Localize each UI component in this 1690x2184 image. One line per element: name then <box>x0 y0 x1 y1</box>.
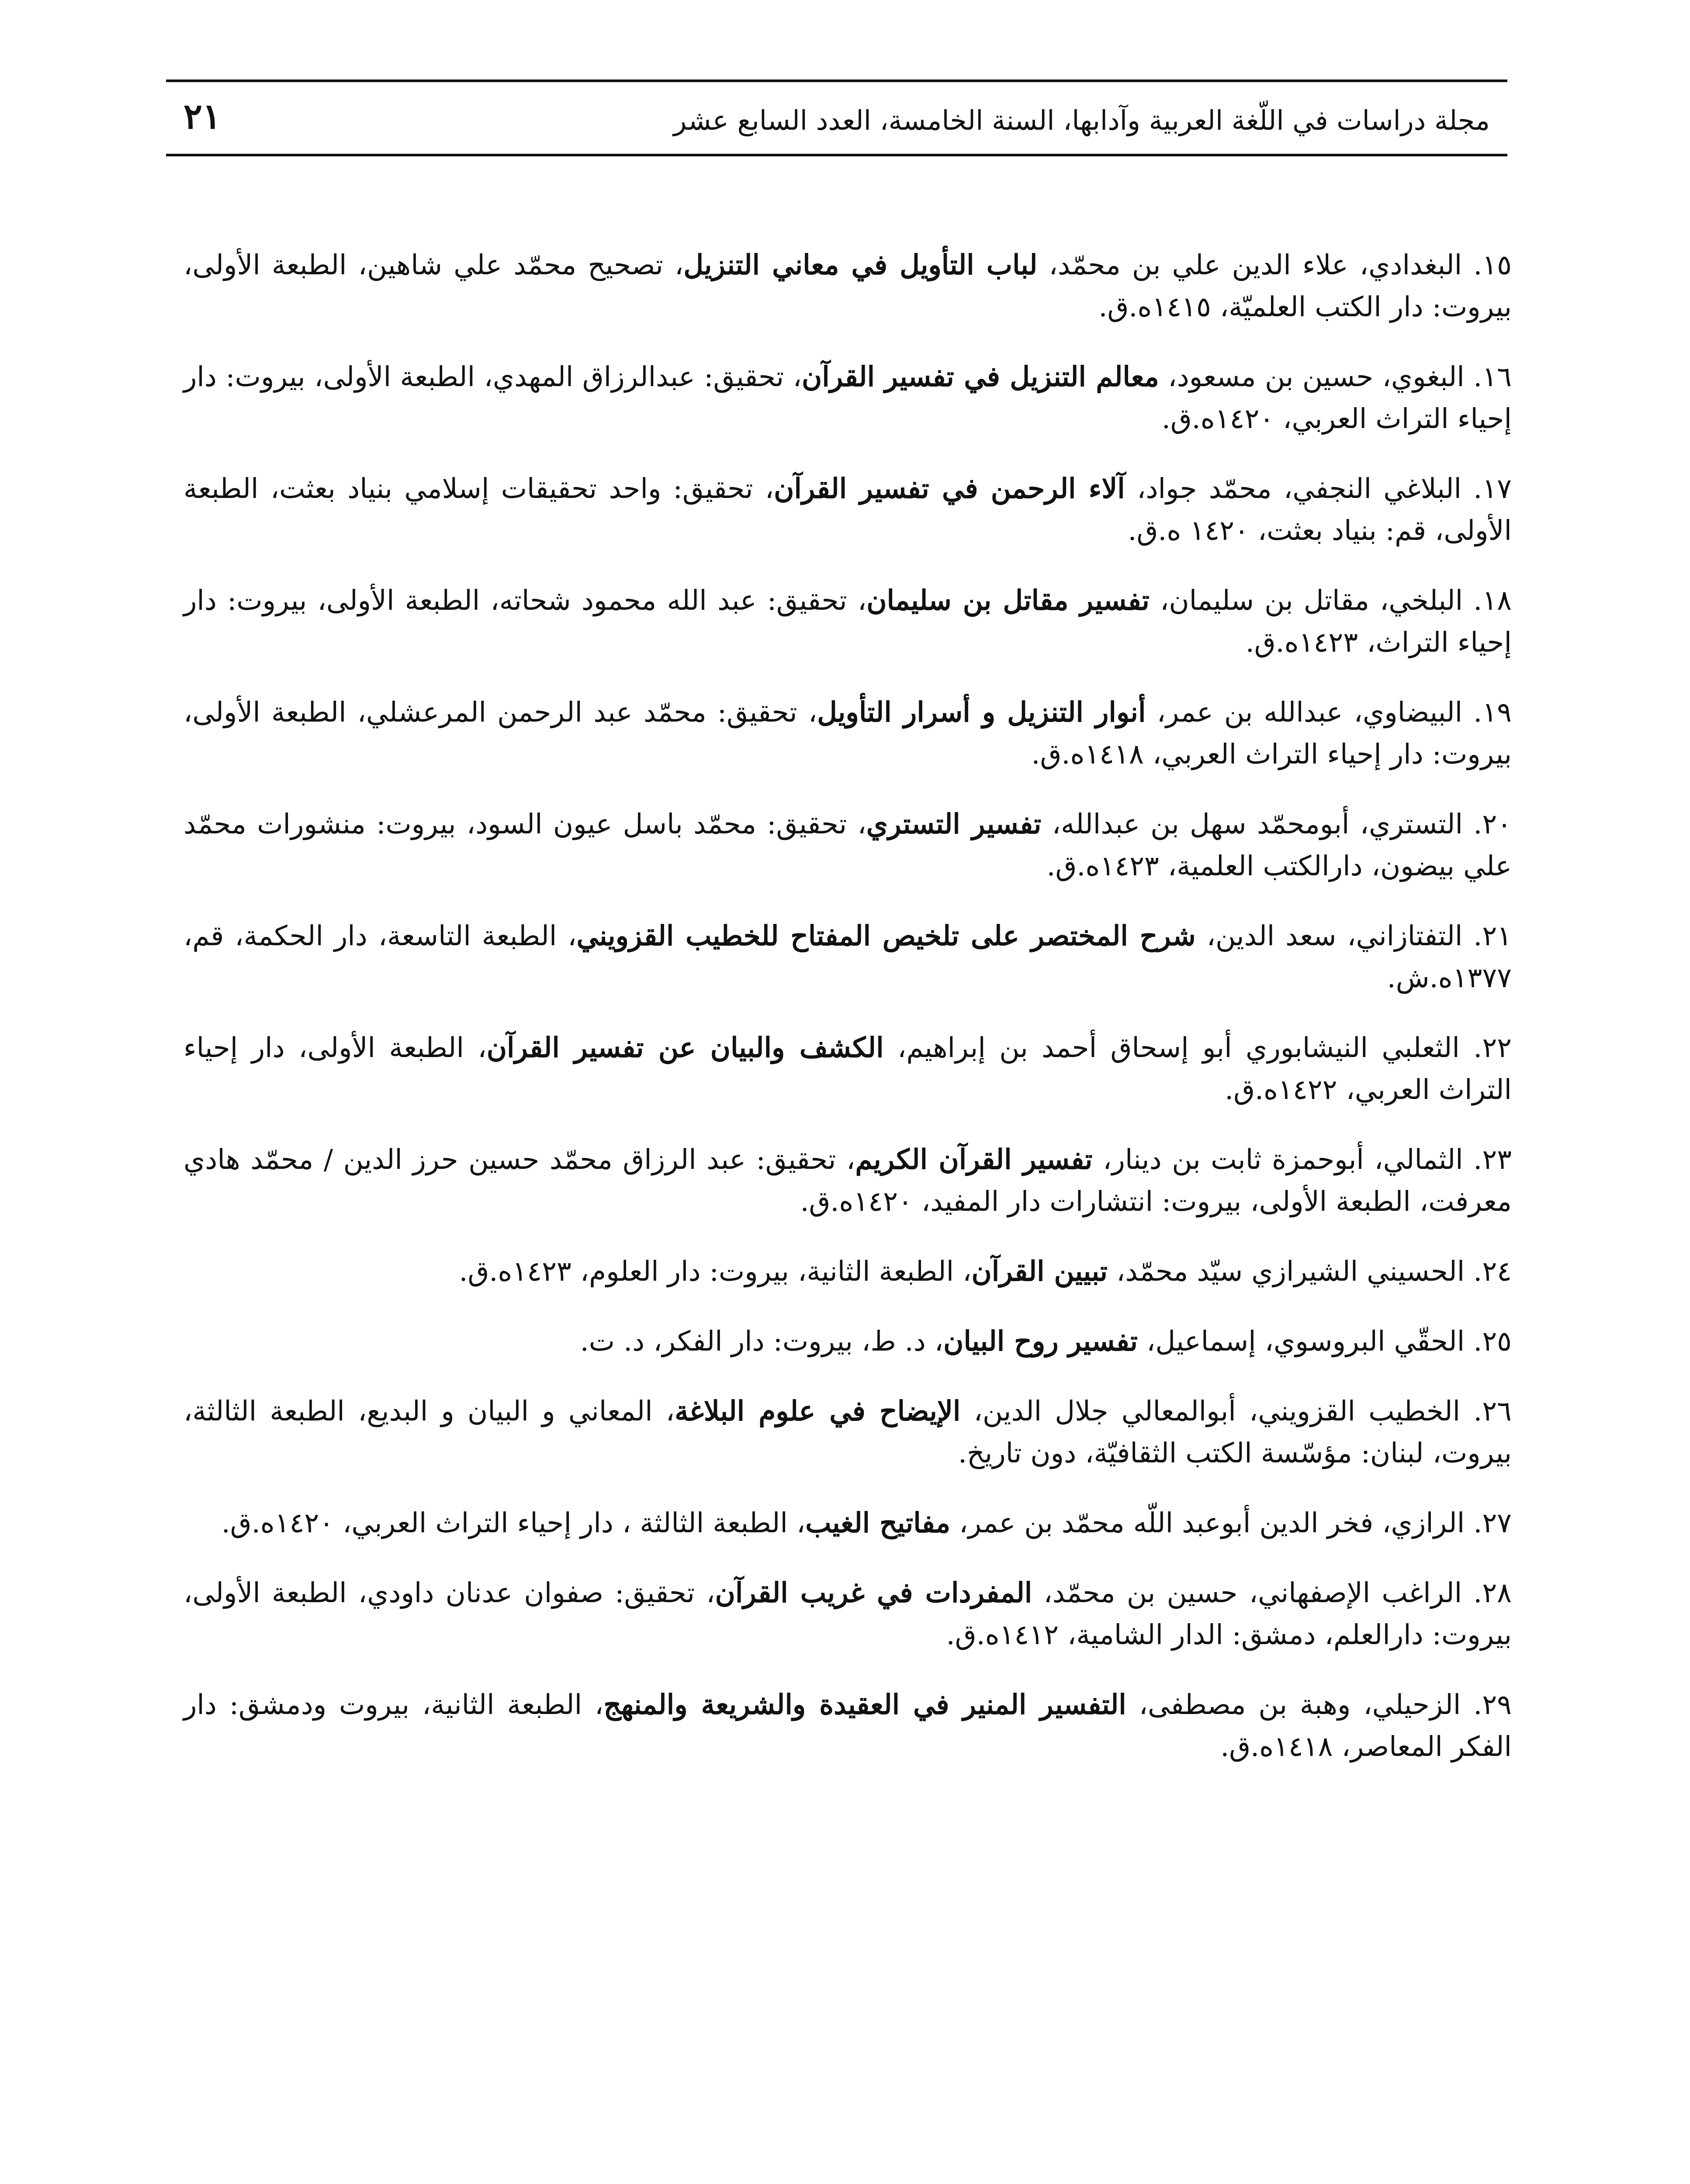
reference-title: الكشف والبيان عن تفسير القرآن <box>486 1031 884 1064</box>
reference-title: معالم التنزيل في تفسير القرآن <box>801 360 1159 393</box>
reference-author: البغدادي، علاء الدين علي بن محمّد، <box>1037 249 1462 281</box>
reference-details: ، تحقيق: محمّد باسل عيون السود، بيروت: منشورات محمّد علي بيضون، دارالكتب العلمية، ١٤٢٣ه.ق. <box>184 808 1512 882</box>
reference-details: ، تحقيق: عبد الله محمود شحاته، الطبعة الأولى، بيروت: دار إحياء التراث، ١٤٢٣ه.ق. <box>184 584 1512 658</box>
reference-number: ١٩. <box>1473 696 1512 728</box>
reference-details: ، الطبعة الثانية، بيروت ودمشق: دار الفكر المعاصر، ١٤١٨ه.ق. <box>184 1689 1512 1762</box>
reference-title: تفسير القرآن الكريم <box>855 1143 1093 1175</box>
reference-author: الخطيب القزويني، أبوالمعالي جلال الدين، <box>960 1395 1461 1427</box>
reference-author: البلاغي النجفي، محمّد جواد، <box>1125 473 1462 505</box>
reference-details: ، المعاني و البيان و البديع، الطبعة الثالثة، بيروت، لبنان: مؤسّسة الكتب الثقافيّة، دون تاريخ. <box>184 1395 1512 1469</box>
reference-item <box>184 356 1512 440</box>
reference-author: الزحيلي، وهبة بن مصطفى، <box>1126 1689 1461 1721</box>
reference-title: تفسير روح البيان <box>943 1325 1138 1357</box>
reference-number: ٢٤. <box>1473 1255 1512 1287</box>
reference-details: ، الطبعة التاسعة، دار الحكمة، قم، ١٣٧٧ه.ش. <box>184 920 1512 994</box>
reference-item <box>184 1572 1512 1656</box>
reference-details: ، تحقيق: صفوان عدنان داودي، الطبعة الأولى، بيروت: دارالعلم، دمشق: الدار الشامية، ١٤١٢ه.ق. <box>184 1577 1512 1651</box>
reference-item <box>184 1390 1512 1474</box>
reference-title: الإيضاح في علوم البلاغة <box>675 1395 961 1427</box>
reference-author: الحسيني الشيرازي سيّد محمّد، <box>1108 1255 1465 1287</box>
reference-number: ١٨. <box>1473 584 1512 616</box>
reference-title: تفسير التستري <box>866 808 1042 840</box>
reference-item <box>184 1320 1512 1362</box>
page-number: ٢١ <box>184 96 221 137</box>
reference-details: ، تحقيق: محمّد عبد الرحمن المرعشلي، الطبعة الأولى، بيروت: دار إحياء التراث العربي، ١٤١٨ه.ق. <box>184 696 1512 770</box>
reference-author: البغوي، حسين بن مسعود، <box>1159 361 1465 393</box>
reference-number: ٢٢. <box>1473 1032 1512 1064</box>
reference-title: أنوار التنزيل و أسرار التأويل <box>817 696 1146 728</box>
reference-details: ، تحقيق: واحد تحقيقات إسلامي بنياد بعثت، الطبعة الأولى، قم: بنياد بعثت، ١٤٢٠ ه.ق. <box>184 473 1512 546</box>
reference-item <box>184 1683 1512 1768</box>
reference-author: الثعلبي النيشابوري أبو إسحاق أحمد بن إبراهيم، <box>883 1032 1460 1064</box>
reference-details: ، تصحيح محمّد علي شاهين، الطبعة الأولى، بيروت: دار الكتب العلميّة، ١٤١٥ه.ق. <box>184 249 1512 323</box>
header-top-rule <box>166 79 1507 82</box>
reference-item <box>184 915 1512 999</box>
reference-item <box>184 691 1512 775</box>
reference-author: الرازي، فخر الدين أبوعبد اللّه محمّد بن عمر، <box>950 1507 1465 1539</box>
reference-title: التفسير المنير في العقيدة والشريعة والمنهج <box>603 1688 1126 1721</box>
reference-author: التفتازاني، سعد الدين، <box>1195 920 1463 952</box>
reference-item <box>184 1026 1512 1111</box>
reference-number: ٢٥. <box>1473 1325 1512 1357</box>
reference-number: ١٧. <box>1473 473 1512 505</box>
reference-details: ، د. ط، بيروت: دار الفكر، د. ت. <box>580 1325 944 1357</box>
reference-title: لباب التأويل في معاني التنزيل <box>683 249 1038 281</box>
reference-author: التستري، أبومحمّد سهل بن عبدالله، <box>1041 808 1463 840</box>
reference-item <box>184 244 1512 328</box>
reference-item <box>184 1502 1512 1544</box>
reference-number: ٢٠. <box>1473 808 1512 840</box>
reference-author: الراغب الإصفهاني، حسين بن محمّد، <box>1032 1577 1462 1609</box>
reference-item <box>184 1138 1512 1223</box>
reference-number: ٢٣. <box>1473 1144 1512 1175</box>
reference-item <box>184 467 1512 552</box>
reference-title: تبيين القرآن <box>971 1255 1108 1287</box>
reference-item <box>184 579 1512 663</box>
reference-author: البلخي، مقاتل بن سليمان، <box>1149 584 1463 616</box>
header-bottom-rule <box>166 154 1507 156</box>
reference-details: ، الطبعة الأولى، دار إحياء التراث العربي، ١٤٢٢ه.ق. <box>184 1032 1512 1106</box>
reference-author: الثمالي، أبوحمزة ثابت بن دينار، <box>1092 1144 1463 1175</box>
reference-list <box>184 216 1512 1794</box>
reference-title: تفسير مقاتل بن سليمان <box>866 584 1150 616</box>
reference-number: ٢٨. <box>1473 1577 1512 1609</box>
reference-number: ٢١. <box>1473 920 1512 952</box>
reference-details: ، الطبعة الثالثة ، دار إحياء التراث العربي، ١٤٢٠ه.ق. <box>221 1507 806 1539</box>
reference-number: ١٦. <box>1473 361 1512 393</box>
reference-title: مفاتيح الغيب <box>805 1507 951 1539</box>
reference-author: البيضاوي، عبدالله بن عمر، <box>1146 696 1463 728</box>
reference-item <box>184 803 1512 887</box>
reference-title: المفردات في غريب القرآن <box>715 1576 1032 1609</box>
reference-number: ٢٦. <box>1473 1395 1512 1427</box>
reference-details: ، تحقيق: عبد الرزاق محمّد حسين حرز الدين / محمّد هادي معرفت، الطبعة الأولى، بيروت: انتشارات دار المفيد، ١٤٢٠ه.ق. <box>184 1144 1512 1217</box>
reference-number: ١٥. <box>1473 249 1512 281</box>
reference-title: شرح المختصر على تلخيص المفتاح للخطيب القزويني <box>576 919 1196 952</box>
reference-author: الحقّي البروسوي، إسماعيل، <box>1138 1325 1465 1357</box>
journal-title: مجلة دراسات في اللّغة العربية وآدابها، السنة الخامسة، العدد السابع عشر <box>673 104 1490 136</box>
reference-number: ٢٧. <box>1473 1507 1512 1539</box>
reference-details: ، الطبعة الثانية، بيروت: دار العلوم، ١٤٢٣ه.ق. <box>459 1255 972 1287</box>
reference-details: ، تحقيق: عبدالرزاق المهدي، الطبعة الأولى، بيروت: دار إحياء التراث العربي، ١٤٢٠ه.ق. <box>184 361 1512 435</box>
reference-title: آلاء الرحمن في تفسير القرآن <box>774 472 1125 505</box>
page-header <box>166 84 1507 149</box>
reference-number: ٢٩. <box>1473 1689 1512 1721</box>
reference-item <box>184 1250 1512 1292</box>
